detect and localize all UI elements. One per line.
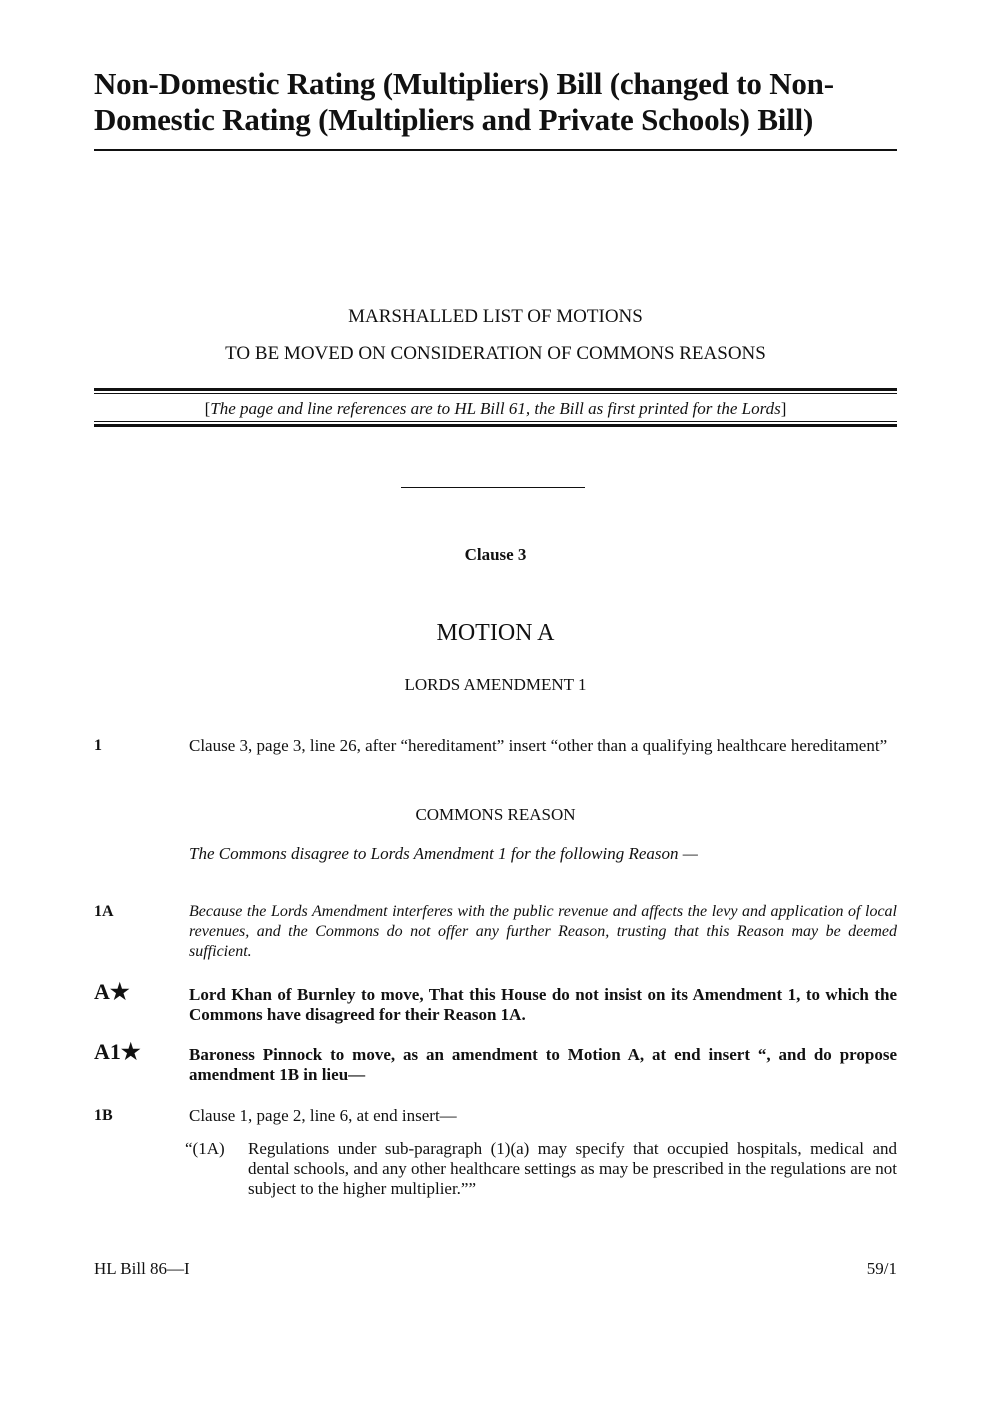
footer-bill-reference: HL Bill 86—I — [94, 1259, 190, 1278]
title-divider — [94, 149, 897, 151]
amendment-1-number: 1 — [94, 737, 102, 754]
motion-A1-text: Baroness Pinnock to move, as an amendment to Motion A, at end insert “, and do propose amendment 1B in lieu— — [189, 1045, 897, 1084]
reference-note-open-bracket: [ — [204, 399, 211, 418]
amendment-1-text: Clause 3, page 3, line 26, after “hereditament” insert “other than a qualifying healthcare hereditament” — [189, 736, 888, 755]
reason-1A — [94, 902, 897, 962]
amendment-1B — [94, 1106, 897, 1126]
commons-reason-intro: The Commons disagree to Lords Amendment 1 for the following Reason — — [189, 844, 698, 863]
amendment-1 — [94, 736, 897, 756]
amendment-1B-inserted-text — [185, 1139, 897, 1199]
bill-title: Non-Domestic Rating (Multipliers) Bill (changed to Non-Domestic Rating (Multipliers and Private Schools) Bill) — [94, 66, 834, 137]
inserted-subparagraph-text: Regulations under sub-paragraph (1)(a) may specify that occupied hospitals, medical and dental schools, and any other healthcare settings as may be prescribed in the regulations are not subject to the higher multiplier.”” — [248, 1139, 897, 1198]
list-title-line-1: MARSHALLED LIST OF MOTIONS — [348, 306, 643, 327]
motion-heading: MOTION A — [436, 620, 555, 646]
amendment-1B-text: Clause 1, page 2, line 6, at end insert— — [189, 1106, 457, 1125]
bottom-double-rule-thin — [94, 421, 897, 422]
bottom-double-rule-thick — [94, 424, 897, 427]
top-double-rule-thick — [94, 388, 897, 391]
list-title-line-2: TO BE MOVED ON CONSIDERATION OF COMMONS REASONS — [225, 343, 766, 364]
motion-A — [94, 979, 897, 1025]
amendment-1B-number: 1B — [94, 1107, 113, 1124]
reason-1A-text: Because the Lords Amendment interferes with the public revenue and affects the levy and application of local revenues, and the Commons do not offer any further Reason, trusting that this Reason may be deemed sufficient. — [189, 903, 897, 960]
section-separator — [401, 487, 585, 488]
motion-A1-label: A1★ — [94, 1039, 141, 1064]
clause-heading: Clause 3 — [464, 545, 527, 564]
reference-note-text: The page and line references are to HL Bill 61, the Bill as first printed for the Lords — [210, 399, 781, 418]
top-double-rule-thin — [94, 393, 897, 394]
reference-note — [94, 398, 897, 420]
motion-A1 — [94, 1039, 897, 1085]
commons-reason-heading: COMMONS REASON — [415, 805, 576, 824]
reason-1A-number: 1A — [94, 903, 114, 920]
lords-amendment-heading: LORDS AMENDMENT 1 — [404, 675, 587, 694]
motion-A-text: Lord Khan of Burnley to move, That this House do not insist on its Amendment 1, to which the Commons have disagreed for their Reason 1A. — [189, 985, 897, 1024]
reference-note-close-bracket: ] — [780, 399, 787, 418]
footer-page-reference: 59/1 — [866, 1259, 897, 1278]
inserted-subparagraph-label: “(1A) — [185, 1139, 225, 1158]
motion-A-label: A★ — [94, 979, 130, 1004]
